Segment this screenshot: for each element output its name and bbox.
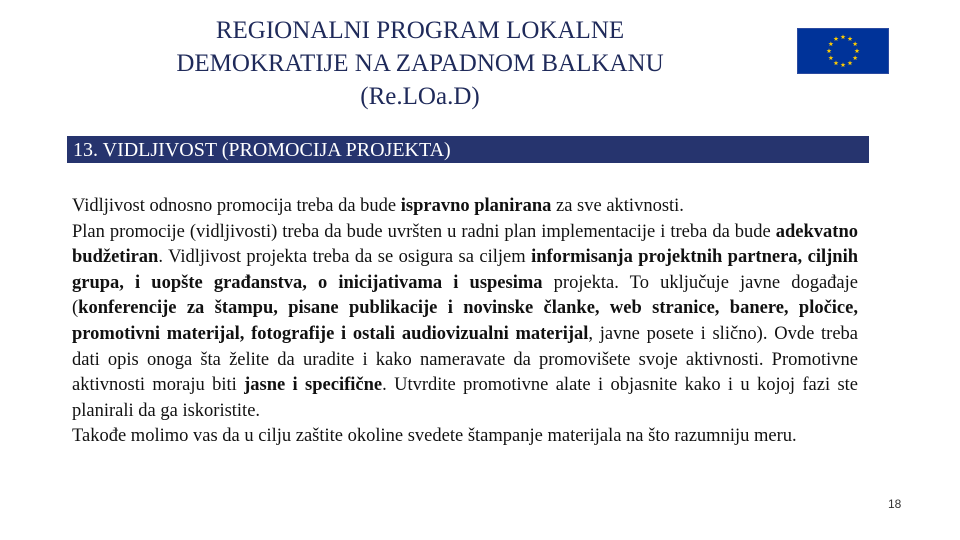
star-icon [834,61,839,66]
p2-bold-1: adekvatno budžetiran [72,221,858,268]
eu-flag-icon [797,28,889,74]
star-icon [841,62,846,67]
star-icon [853,55,858,60]
page-title [110,14,730,113]
body-text [72,194,858,450]
paragraph-3 [72,424,858,450]
title-line-2: DEMOKRATIJE NA ZAPADNOM BALKANU [176,50,664,77]
p2-text-1: Plan promocije (vidljivosti) treba da bude uvršten u radni plan implementacije i treba da bude [72,221,776,242]
star-icon [828,55,833,60]
p1-text-1: Vidljivost odnosno promocija treba da bude [72,196,401,216]
star-icon [828,41,833,46]
p1-bold-1: ispravno planirana [400,196,552,216]
paragraph-2 [72,220,858,425]
section-heading: 13. VIDLJIVOST (PROMOCIJA PROJEKTA) [67,136,869,163]
star-icon [848,36,853,41]
title-line-1: REGIONALNI PROGRAM LOKALNE [215,17,625,44]
p2-bold-4: jasne i specifične [244,375,383,396]
p3-text-1: Takođe molimo vas da u cilju zaštite okoline svedete štampanje materijala na što razumniju meru. [72,426,797,447]
paragraph-1 [72,194,858,220]
p2-bold-3: konferencije za štampu, pisane publikacije i novinske članke, web stranice, banere, pločice, promotivni materijal, fotografije i ostali audiovizualni materijal [72,298,858,344]
page-number: 18 [888,497,902,511]
star-icon [827,48,832,53]
title-line-3: (Re.LOa.D) [360,83,480,110]
star-icon [853,41,858,46]
p2-text-5: . Utvrdite promotivne alate i objasnite kako i u kojoj fazi ste planirali da ga iskoristite. [72,375,859,421]
p2-text-4: , javne posete i slično). Ovde treba dati opis onoga šta želite da uradite i kako nameravate da promovišete svoje aktivnosti. Promotivne aktivnosti moraju biti [72,323,858,396]
star-icon [841,34,846,39]
p1-text-2: za sve aktivnosti. [551,196,684,216]
star-icon [848,61,853,66]
p2-text-3: projekta. To uključuje javne događaje ( [72,272,858,319]
star-icon [855,48,860,53]
eu-stars-icon [797,28,889,74]
p2-bold-2: informisanja projektnih partnera, ciljnih grupa, i uopšte građanstva, o inicijativama i uspesima [72,247,858,293]
p2-text-2: . Vidljivost projekta treba da se osigura sa ciljem [158,247,532,268]
star-icon [834,36,839,41]
